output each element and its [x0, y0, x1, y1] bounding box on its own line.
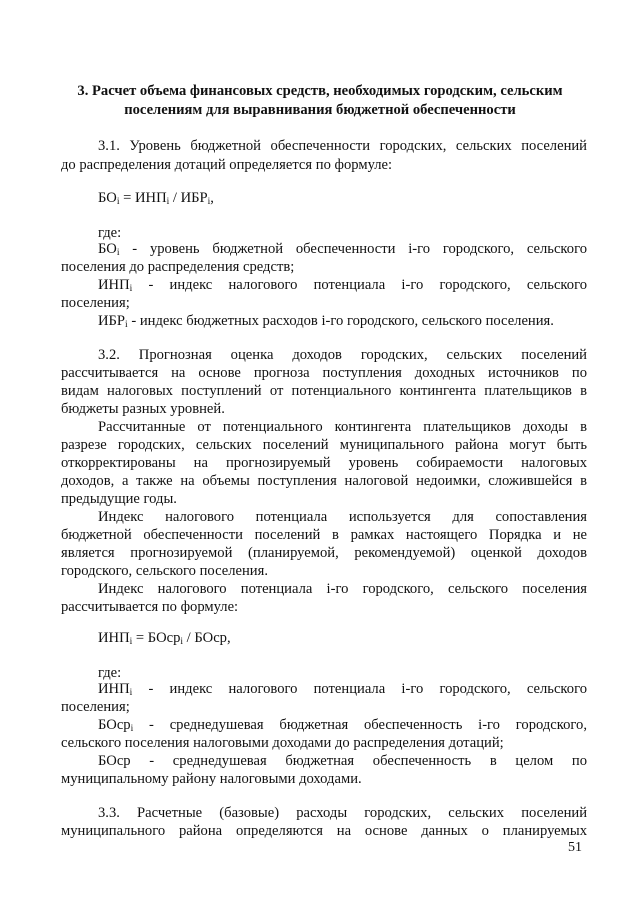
paragraph-index-use-line-4: городского, сельского поселения.: [61, 563, 268, 579]
paragraph-3-1-line-1: 3.1. Уровень бюджетной обеспеченности городских, сельских поселений: [98, 138, 587, 154]
definition-inp-line-2: поселения;: [61, 295, 130, 311]
paragraph-index-formula-line-1: Индекс налогового потенциала i-го городского, сельского поселения: [98, 581, 587, 597]
page-number: 51: [568, 840, 582, 855]
paragraph-3-2-line-3: видам налоговых поступлений от потенциального контингента плательщиков в: [61, 383, 587, 399]
definition-bosr-i-line-1: БОср$_i$ - среднедушевая бюджетная обеспеченность i-го городского,: [98, 717, 587, 734]
paragraph-index-use-line-3: является прогнозируемой (планируемой, рекомендуемой) оценкой доходов: [61, 545, 587, 561]
paragraph-3-2-line-4: бюджеты разных уровней.: [61, 401, 225, 417]
paragraph-calculated-line-1: Рассчитанные от потенциального контингента плательщиков доходы в: [98, 419, 587, 435]
paragraph-3-2-line-1: 3.2. Прогнозная оценка доходов городских, сельских поселений: [98, 347, 587, 363]
definition-inp2-line-2: поселения;: [61, 699, 130, 715]
definition-inp2-line-1: $ИНП_i$ - индекс налогового потенциала i-го городского, сельского: [98, 681, 587, 698]
paragraph-3-1-line-2: до распределения дотаций определяется по формуле:: [61, 157, 393, 173]
paragraph-index-use-line-2: бюджетной обеспеченности поселений в рамках настоящего Порядка и не: [61, 527, 587, 543]
paragraph-3-3-line-1: 3.3. Расчетные (базовые) расходы городских, сельских поселений: [98, 805, 587, 821]
paragraph-3-2-line-2: рассчитывается на основе прогноза поступления доходных источников по: [61, 365, 587, 381]
formula-bo: $БО_i = ИНП_i / ИБР_i$,: [98, 190, 214, 207]
paragraph-calculated-line-5: предыдущие годы.: [61, 491, 177, 507]
section-heading-line-2: поселениям для выравнивания бюджетной обеспеченности: [124, 102, 516, 118]
paragraph-calculated-line-2: разрезе городских, сельских поселений муниципального района могут быть: [61, 437, 587, 453]
paragraph-calculated-line-3: откорректированы на прогнозируемый уровень собираемости налоговых: [61, 455, 587, 471]
definition-ibr: $ИБР_i$ - индекс бюджетных расходов i-го городского, сельского поселения.: [98, 313, 554, 330]
definition-bosr-i-line-2: сельского поселения налоговыми доходами до распределения дотаций;: [61, 735, 504, 751]
paragraph-3-3-line-2: муниципального района определяются на основе данных о планируемых: [61, 823, 587, 839]
definition-bosr-line-1: БОср - среднедушевая бюджетная обеспеченность в целом по: [98, 753, 587, 769]
paragraph-index-use-line-1: Индекс налогового потенциала используется для сопоставления: [98, 509, 587, 525]
where-label-2: где:: [98, 665, 122, 681]
paragraph-index-formula-line-2: рассчитывается по формуле:: [61, 599, 239, 615]
definition-bo-line-1: $БО_i$ - уровень бюджетной обеспеченности i-го городского, сельского: [98, 241, 587, 258]
definition-bosr-line-2: муниципальному району налоговыми доходами.: [61, 771, 362, 787]
where-label-1: где:: [98, 225, 122, 241]
definition-inp-line-1: $ИНП_i$ - индекс налогового потенциала i-го городского, сельского: [98, 277, 587, 294]
definition-bo-line-2: поселения до распределения средств;: [61, 259, 295, 275]
paragraph-calculated-line-4: доходов, а также на объемы поступления налоговой недоимки, сложившейся в: [61, 473, 587, 489]
formula-inp: $ИНП_i$ = БОср$_i$ / БОср,: [98, 630, 231, 647]
section-heading-line-1: 3. Расчет объема финансовых средств, необходимых городским, сельским: [77, 83, 563, 99]
